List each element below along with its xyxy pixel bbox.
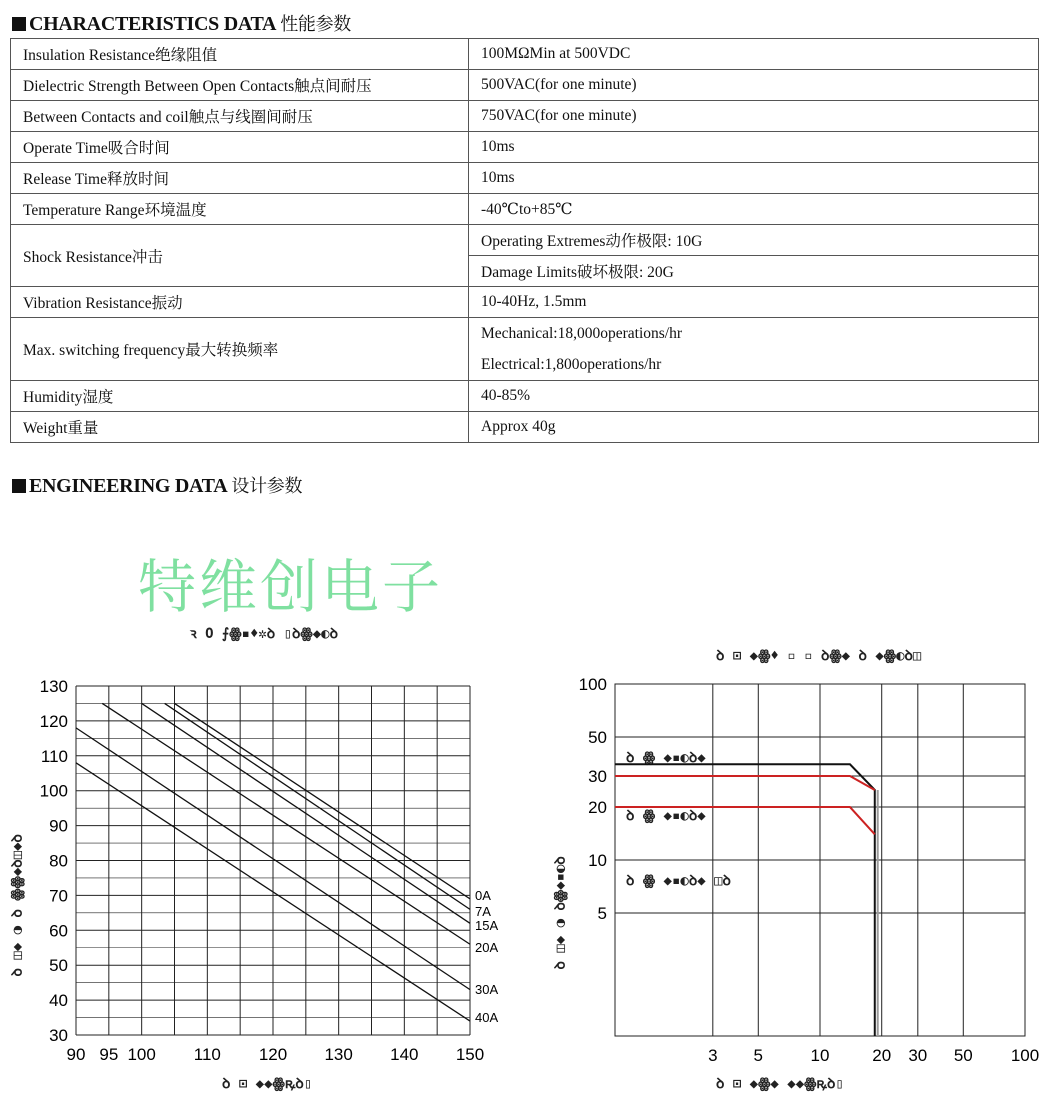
row-value: 500VAC(for one minute)	[469, 70, 1039, 101]
x-tick-label: 100	[1010, 1046, 1040, 1065]
y-tick-label: 110	[40, 746, 68, 766]
row-value: -40℃to+85℃	[469, 194, 1039, 225]
y-tick-label: 30	[49, 1026, 68, 1045]
row-value: 10ms	[469, 132, 1039, 163]
engineering-title-cn: 设计参数	[231, 476, 303, 497]
series-label: ꝺ ꙮ ◆▪◐ꝺ◆	[626, 750, 706, 766]
series-label: 7A	[475, 904, 491, 919]
x-tick-label: 110	[193, 1045, 221, 1064]
series-label: 20A	[475, 940, 499, 955]
y-tick-label: 5	[597, 903, 607, 923]
y-tick-label: 90	[49, 816, 68, 836]
x-tick-label: 3	[708, 1046, 718, 1065]
life-chart	[525, 670, 1045, 1090]
table-row	[11, 318, 1039, 381]
x-tick-label: 20	[872, 1046, 892, 1065]
characteristics-heading	[12, 10, 351, 36]
row-value	[469, 318, 1039, 381]
y-tick-label: 50	[49, 956, 68, 976]
row-label: Shock Resistance冲击	[11, 225, 469, 287]
table-row	[11, 225, 1039, 256]
x-tick-label: 30	[908, 1046, 928, 1065]
row-value: 10ms	[469, 163, 1039, 194]
characteristics-title-en: CHARACTERISTICS DATA	[29, 13, 277, 35]
chart1-title: ꝛ Ο ⨍ꙮ▪♦✲ꝺ ▯ꝺꙮ◆◐ꝺ	[190, 626, 338, 642]
y-tick-label: 100	[578, 675, 607, 694]
row-label: Temperature Range环境温度	[11, 194, 469, 225]
y-tick-label: 50	[588, 727, 607, 747]
table-row	[11, 412, 1039, 443]
watermark: 特维创电子	[138, 553, 444, 621]
x-tick-label: 120	[258, 1045, 288, 1064]
table-row	[11, 39, 1039, 70]
x-tick-label: 100	[127, 1045, 156, 1064]
row-label: Release Time释放时间	[11, 163, 469, 194]
x-tick-label: 50	[953, 1046, 973, 1065]
series-label: 30A	[475, 982, 499, 997]
temperature-chart	[0, 670, 520, 1090]
x-tick-label: 10	[810, 1046, 830, 1065]
x-tick-label: 140	[390, 1045, 419, 1064]
table-row	[11, 101, 1039, 132]
row-value: 40-85%	[469, 381, 1039, 412]
series-label: 40A	[475, 1010, 499, 1025]
row-label: Insulation Resistance绝缘阻值	[11, 39, 469, 70]
y-tick-label: 70	[49, 886, 68, 906]
y-tick-label: 60	[49, 921, 68, 941]
row-label: Weight重量	[11, 412, 469, 443]
x-tick-label: 5	[753, 1046, 764, 1065]
row-value: 750VAC(for one minute)	[469, 101, 1039, 132]
row-label: Operate Time吸合时间	[11, 132, 469, 163]
row-value: Damage Limits破坏极限: 20G	[469, 256, 1039, 287]
row-label: Max. switching frequency最大转换频率	[11, 318, 469, 381]
series-label: ꝺ ꙮ ◆▪◐ꝺ◆	[626, 808, 706, 824]
row-value-line: Mechanical:18,000operations/hr	[481, 325, 683, 342]
table-row	[11, 194, 1039, 225]
y-tick-label: 40	[49, 991, 68, 1011]
row-value: Approx 40g	[469, 412, 1039, 443]
characteristics-title-cn: 性能参数	[280, 14, 352, 35]
series-line	[175, 703, 471, 898]
row-value: 100MΩMin at 500VDC	[469, 39, 1039, 70]
y-tick-label: 10	[588, 851, 607, 870]
y-tick-label: 30	[588, 767, 607, 787]
engineering-title-en: ENGINEERING DATA	[29, 475, 228, 497]
chart2-title: ꝺ ⊡ ◆ꙮ♦ ▫ ▫ ꝺꙮ◆ ꝺ ◆ꙮ◐ꝺ◫	[716, 648, 922, 664]
chart2-xlabel: ꝺ ⊡ ◆ꙮ◆ ◆◆ꙮꝶꝺ▯	[716, 1076, 844, 1092]
series-line	[165, 703, 470, 909]
series-label: 15A	[475, 918, 499, 933]
y-tick-label: 100	[39, 781, 68, 801]
chart1-ylabel: ꝺ ◫◆ ◑ ꝺ ꙮꙮ◆ꝺ◫◆ꝺ	[9, 834, 26, 977]
x-tick-label: 95	[99, 1045, 119, 1064]
row-value: 10-40Hz, 1.5mm	[469, 287, 1039, 318]
series-line	[615, 764, 875, 1036]
x-tick-label: 130	[324, 1045, 353, 1064]
row-label: Humidity湿度	[11, 381, 469, 412]
series-line	[102, 703, 470, 944]
x-tick-label: 150	[455, 1045, 485, 1064]
series-line	[615, 776, 875, 790]
y-tick-label: 120	[39, 711, 68, 731]
x-tick-label: 90	[66, 1045, 86, 1064]
square-bullet-icon	[12, 479, 26, 493]
table-row	[11, 287, 1039, 318]
row-value-line: Electrical:1,800operations/hr	[481, 356, 662, 373]
characteristics-table	[10, 38, 1039, 443]
y-tick-label: 80	[49, 851, 68, 871]
chart1-xlabel: ꝺ ⊡ ◆◆ꙮꝶꝺ▯	[222, 1076, 313, 1092]
row-value: Operating Extremes动作极限: 10G	[469, 225, 1039, 256]
y-tick-label: 130	[39, 677, 68, 696]
square-bullet-icon	[12, 17, 26, 31]
table-row	[11, 70, 1039, 101]
series-line	[615, 807, 875, 834]
chart2-ylabel: ꝺ ◫◆ ◑ ꝺꙮ◆▪◐ꝺ	[552, 856, 569, 970]
y-tick-label: 20	[588, 798, 607, 818]
engineering-heading	[12, 472, 302, 498]
row-label: Dielectric Strength Between Open Contacts触点间耐压	[11, 70, 469, 101]
series-label: 0A	[475, 888, 491, 903]
row-label: Vibration Resistance振动	[11, 287, 469, 318]
table-row	[11, 163, 1039, 194]
table-row	[11, 381, 1039, 412]
table-row	[11, 132, 1039, 163]
row-label: Between Contacts and coil触点与线圈间耐压	[11, 101, 469, 132]
series-label: ꝺ ꙮ ◆▪◐ꝺ◆ ◫ꝺ	[626, 873, 731, 889]
